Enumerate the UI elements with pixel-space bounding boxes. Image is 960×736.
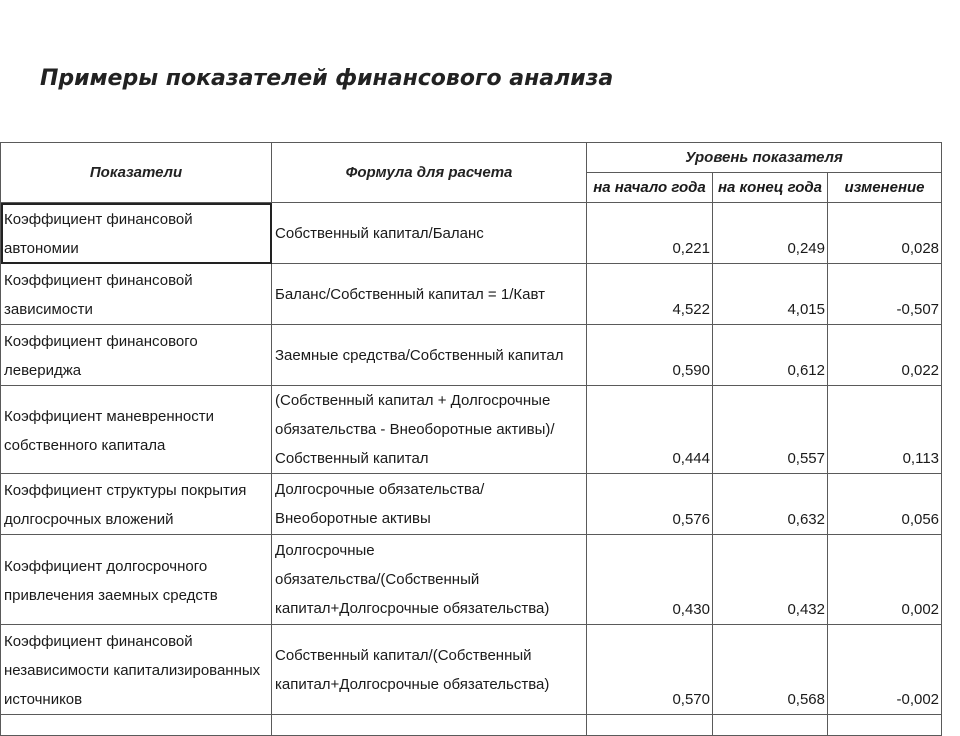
indicator-name[interactable]: Коэффициент долгосрочного привлечения заемных средств (1, 535, 272, 625)
table-row (1, 625, 942, 715)
indicator-name[interactable]: Коэффициент маневренности собственного капитала (1, 386, 272, 474)
indicator-name[interactable]: Коэффициент финансовой автономии (1, 203, 272, 264)
value-end[interactable]: 0,568 (713, 625, 828, 715)
value-start[interactable]: 0,430 (587, 535, 713, 625)
indicator-formula[interactable]: Собственный капитал/(Собственный капитал+Долгосрочные обязательства) (272, 625, 587, 715)
value-end[interactable]: 0,249 (713, 203, 828, 264)
value-start[interactable]: 0,576 (587, 474, 713, 535)
value-change[interactable]: 0,022 (828, 325, 942, 386)
indicator-formula[interactable]: Собственный капитал/Баланс (272, 203, 587, 264)
empty-cell[interactable] (713, 715, 828, 736)
value-start[interactable]: 0,221 (587, 203, 713, 264)
value-start[interactable]: 0,570 (587, 625, 713, 715)
table-row (1, 325, 942, 386)
table-row (1, 474, 942, 535)
table-row (1, 386, 942, 474)
header-change: изменение (828, 173, 942, 203)
value-start[interactable]: 0,590 (587, 325, 713, 386)
value-change[interactable]: -0,507 (828, 264, 942, 325)
header-indicators: Показатели (1, 143, 272, 203)
indicators-table (0, 142, 942, 736)
value-end[interactable]: 0,432 (713, 535, 828, 625)
value-start[interactable]: 4,522 (587, 264, 713, 325)
empty-cell[interactable] (828, 715, 942, 736)
header-end-of-year: на конец года (713, 173, 828, 203)
indicator-name[interactable]: Коэффициент финансовой независимости капитализированных источников (1, 625, 272, 715)
indicator-formula[interactable]: Долгосрочные обязательства/Внеоборотные активы (272, 474, 587, 535)
value-change[interactable]: 0,002 (828, 535, 942, 625)
value-start[interactable]: 0,444 (587, 386, 713, 474)
empty-cell[interactable] (272, 715, 587, 736)
value-change[interactable]: -0,002 (828, 625, 942, 715)
value-end[interactable]: 0,632 (713, 474, 828, 535)
table-row (1, 264, 942, 325)
empty-cell[interactable] (587, 715, 713, 736)
indicator-name[interactable]: Коэффициент финансовой зависимости (1, 264, 272, 325)
empty-row (1, 715, 942, 736)
value-change[interactable]: 0,056 (828, 474, 942, 535)
table-row (1, 535, 942, 625)
spreadsheet-table (0, 142, 960, 720)
value-change[interactable]: 0,113 (828, 386, 942, 474)
slide-title: Примеры показателей финансового анализа (40, 66, 614, 91)
empty-cell[interactable] (1, 715, 272, 736)
header-row (1, 143, 942, 173)
indicator-name[interactable]: Коэффициент финансового левериджа (1, 325, 272, 386)
indicator-formula[interactable]: Баланс/Собственный капитал = 1/Кавт (272, 264, 587, 325)
header-start-of-year: на начало года (587, 173, 713, 203)
indicator-formula[interactable]: Заемные средства/Собственный капитал (272, 325, 587, 386)
header-formula: Формула для расчета (272, 143, 587, 203)
table-row (1, 203, 942, 264)
value-end[interactable]: 0,557 (713, 386, 828, 474)
header-level: Уровень показателя (587, 143, 942, 173)
value-end[interactable]: 0,612 (713, 325, 828, 386)
indicator-formula[interactable]: Долгосрочные обязательства/(Собственный капитал+Долгосрочные обязательства) (272, 535, 587, 625)
value-change[interactable]: 0,028 (828, 203, 942, 264)
value-end[interactable]: 4,015 (713, 264, 828, 325)
indicator-name[interactable]: Коэффициент структуры покрытия долгосрочных вложений (1, 474, 272, 535)
indicator-formula[interactable]: (Собственный капитал + Долгосрочные обязательства - Внеоборотные активы)/Собственный капитал (272, 386, 587, 474)
